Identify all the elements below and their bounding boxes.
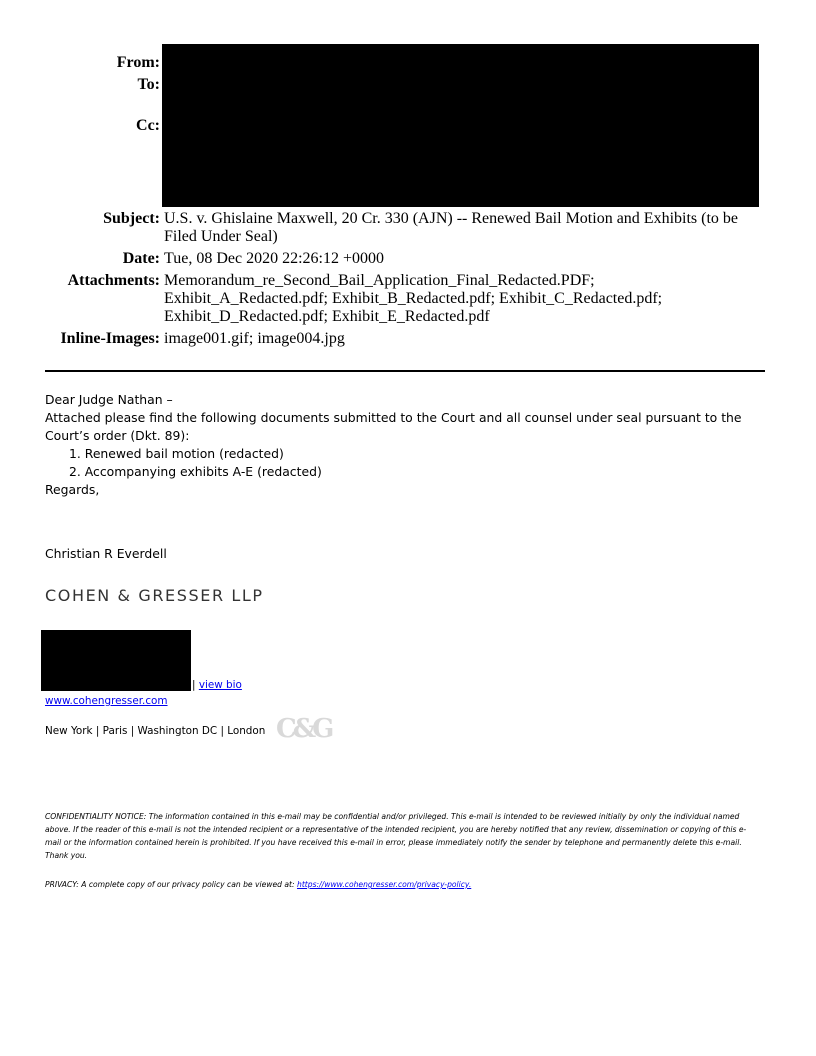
from-label: From: xyxy=(116,54,160,71)
attachments-label: Attachments: xyxy=(67,272,160,289)
subject-value: U.S. v. Ghislaine Maxwell, 20 Cr. 330 (AJN) -- Renewed Bail Motion and Exhibits (to be Filed Under Seal) xyxy=(164,210,738,245)
inline-images-label: Inline-Images: xyxy=(60,330,160,347)
header-divider xyxy=(45,370,765,372)
privacy-policy-link[interactable]: https://www.cohengresser.com/privacy-policy. xyxy=(297,880,472,889)
inline-images-value: image001.gif; image004.jpg xyxy=(164,330,345,347)
closing: Regards, xyxy=(45,482,100,497)
privacy-notice xyxy=(45,878,765,891)
list-item: 1. Renewed bail motion (redacted) xyxy=(69,446,284,461)
list-item: 2. Accompanying exhibits A-E (redacted) xyxy=(69,464,322,479)
date-label: Date: xyxy=(122,250,160,267)
signature-name: Christian R Everdell xyxy=(45,546,167,561)
office-locations: New York | Paris | Washington DC | London xyxy=(45,725,266,737)
cg-logo: C&G xyxy=(276,714,331,744)
redaction-block-recipients xyxy=(162,44,759,207)
body-paragraph: Attached please find the following documents submitted to the Court and all counsel under seal pursuant to the Court’s order (Dkt. 89): xyxy=(45,410,742,443)
separator: | xyxy=(192,679,196,691)
to-label: To: xyxy=(137,76,160,93)
privacy-prefix: PRIVACY: A complete copy of our privacy policy can be viewed at: xyxy=(45,880,295,889)
greeting: Dear Judge Nathan – xyxy=(45,392,173,407)
cc-label: Cc: xyxy=(136,117,160,134)
view-bio-link[interactable]: view bio xyxy=(198,679,242,691)
firm-name: COHEN & GRESSER LLP xyxy=(45,586,264,605)
date-value: Tue, 08 Dec 2020 22:26:12 +0000 xyxy=(164,250,384,267)
attachments-value: Memorandum_re_Second_Bail_Application_Final_Redacted.PDF; Exhibit_A_Redacted.pdf; Exhibit_B_Redacted.pdf; Exhibit_C_Redacted.pdf; Exhibit_D_Redacted.pdf; Exhibit_E_Redacted.pdf xyxy=(164,272,663,325)
website-link[interactable]: www.cohengresser.com xyxy=(45,695,168,707)
subject-label: Subject: xyxy=(103,210,160,227)
redaction-block-signature xyxy=(41,630,191,691)
confidentiality-notice: CONFIDENTIALITY NOTICE: The information contained in this e-mail may be confidential and/or privileged. This e-mail is intended to be reviewed initially by only the individual named above. If the reader of this e-mail is not the intended recipient or a representative of the intended recipient, you are hereby notified that any review, dissemination or copying of this e-mail or the information contained herein is prohibited. If you have received this e-mail in error, please immediately notify the sender by telephone and permanently delete this e-mail. Thank you. xyxy=(45,812,747,860)
